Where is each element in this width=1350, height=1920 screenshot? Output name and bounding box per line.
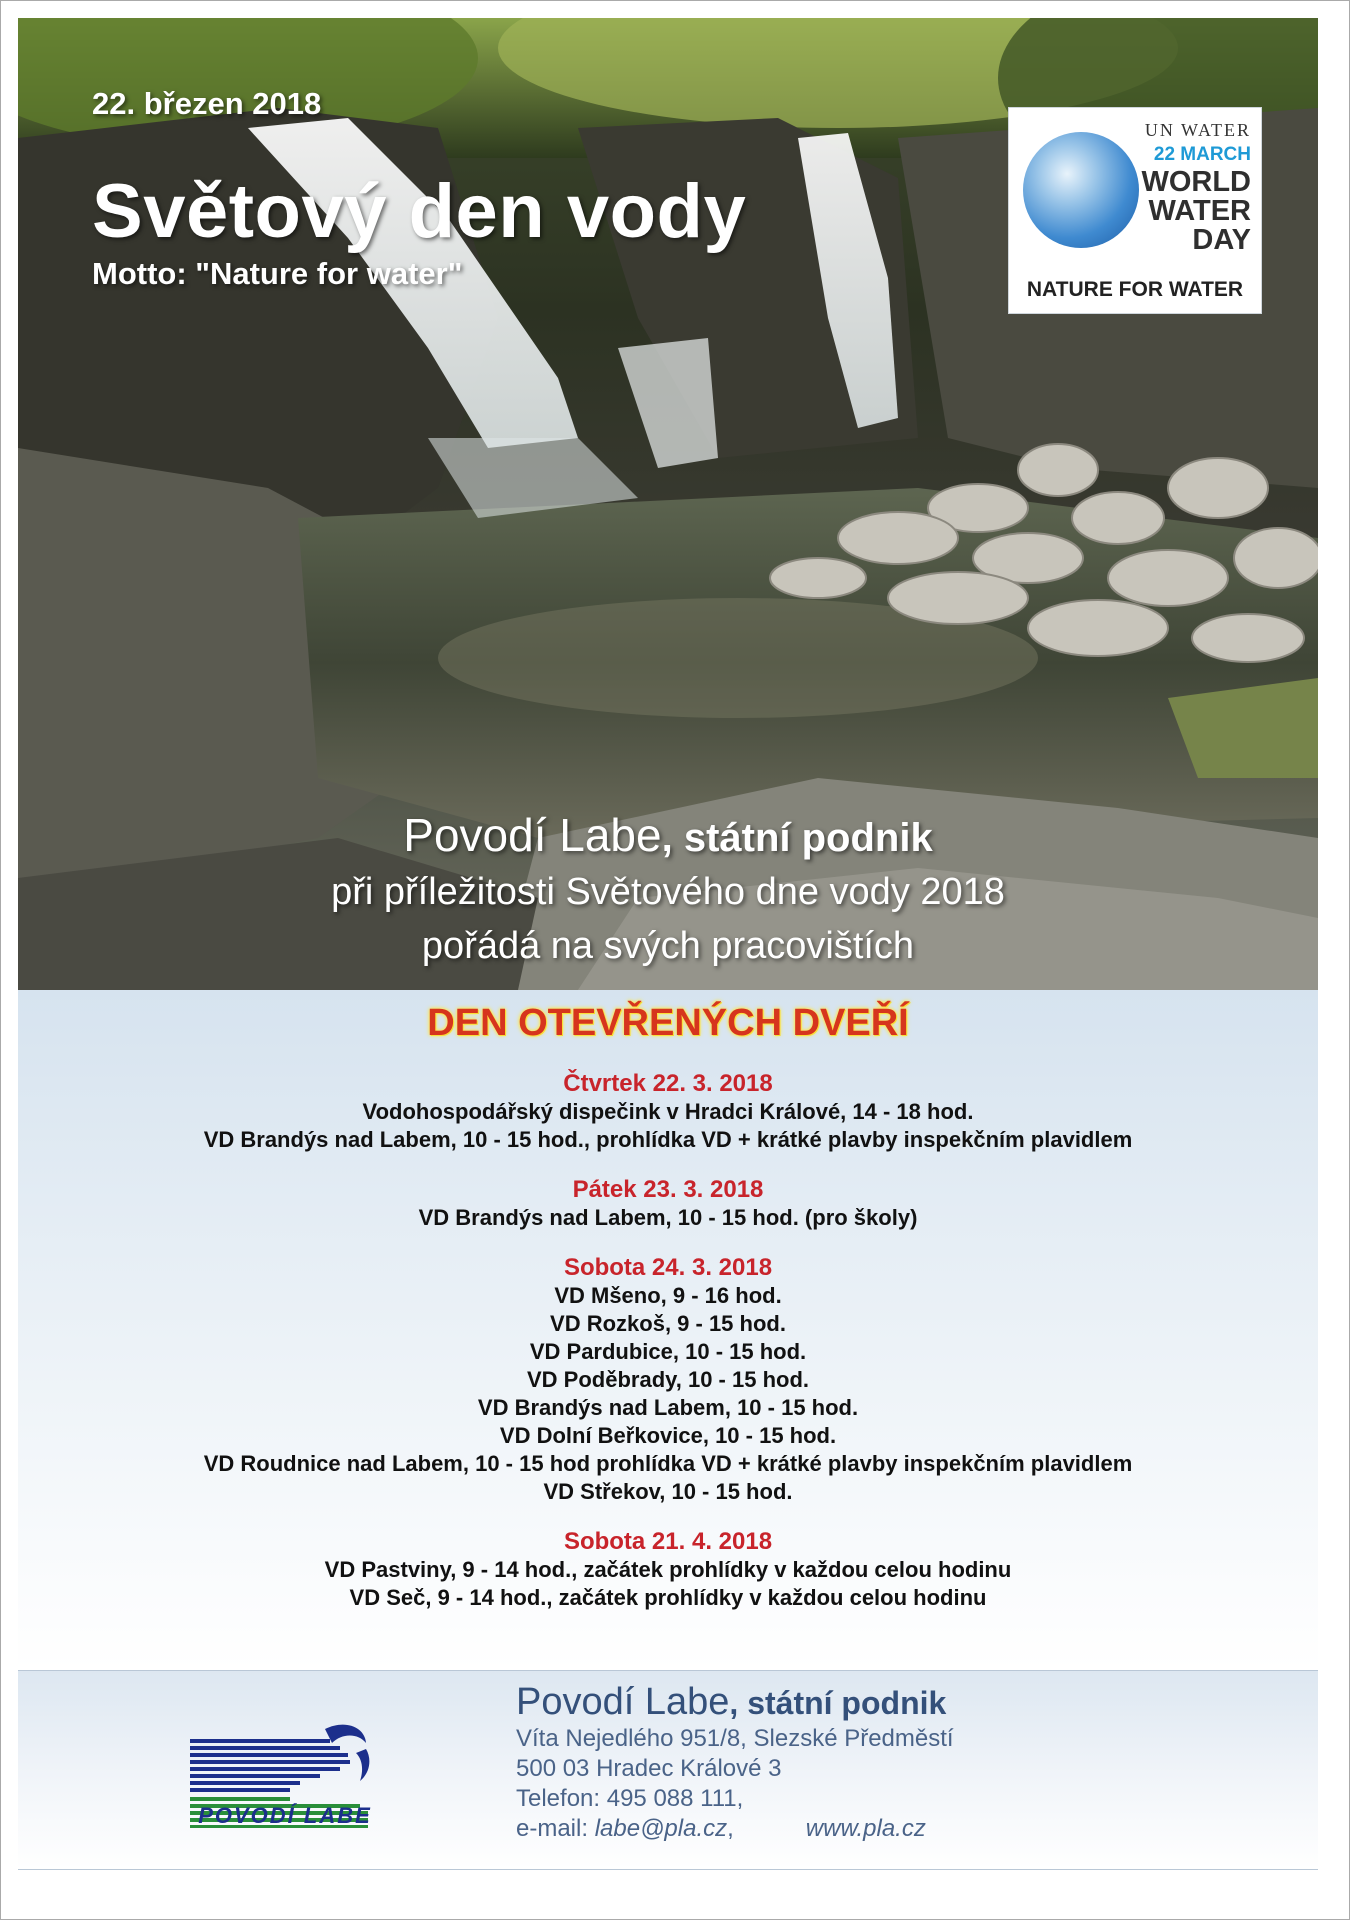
day-item: VD Brandýs nad Labem, 10 - 15 hod. (pro školy) bbox=[418, 1205, 918, 1230]
day-name: Sobota 21. 4. 2018 bbox=[563, 1528, 773, 1555]
day-item: VD Mšeno, 9 - 16 hod. bbox=[554, 1283, 782, 1308]
phone: Telefon: 495 088 111, bbox=[516, 1785, 744, 1812]
day-item: VD Střekov, 10 - 15 hod. bbox=[543, 1479, 793, 1504]
day-item: VD Seč, 9 - 14 hod., začátek prohlídky v každou celou hodinu bbox=[349, 1585, 987, 1610]
organizer-block bbox=[18, 808, 1318, 970]
program-day bbox=[18, 1176, 1318, 1232]
email-separator: , bbox=[727, 1815, 734, 1842]
program-section bbox=[18, 990, 1318, 1670]
day-name: Sobota 24. 3. 2018 bbox=[563, 1254, 773, 1281]
day-name: Pátek 23. 3. 2018 bbox=[572, 1176, 764, 1203]
motto: Motto: "Nature for water" bbox=[92, 256, 463, 291]
venue-line: pořádá na svých pracovištích bbox=[421, 925, 915, 967]
wwd-line: WATER bbox=[1148, 195, 1251, 227]
program-heading: DEN OTEVŘENÝCH DVEŘÍ bbox=[427, 1002, 909, 1044]
wwd-line: WORLD bbox=[1141, 166, 1251, 198]
address-line: Víta Nejedlého 951/8, Slezské Předměstí bbox=[516, 1725, 954, 1752]
event-date: 22. březen 2018 bbox=[92, 86, 322, 121]
contact-name: Povodí Labe bbox=[516, 1681, 730, 1723]
program-day bbox=[18, 1070, 1318, 1154]
organizer-name: Povodí Labe bbox=[403, 809, 662, 861]
contact-type: , státní podnik bbox=[729, 1685, 947, 1721]
wwd-date: 22 MARCH bbox=[1153, 144, 1251, 165]
organizer-line bbox=[18, 808, 1318, 862]
email-link[interactable]: labe@pla.cz bbox=[594, 1815, 728, 1842]
day-item: VD Brandýs nad Labem, 10 - 15 hod., prohlídka VD + krátké plavby inspekčním plavidlem bbox=[203, 1127, 1133, 1152]
footer bbox=[18, 1670, 1318, 1870]
contact-company bbox=[516, 1681, 954, 1724]
day-item: VD Dolní Beřkovice, 10 - 15 hod. bbox=[499, 1423, 837, 1448]
day-item: VD Pardubice, 10 - 15 hod. bbox=[529, 1339, 807, 1364]
program-day bbox=[18, 1254, 1318, 1506]
wwd-title bbox=[1141, 168, 1251, 255]
website-link[interactable]: www.pla.cz bbox=[805, 1815, 926, 1842]
povodi-labe-logo-icon bbox=[190, 1709, 390, 1859]
day-item: VD Poděbrady, 10 - 15 hod. bbox=[527, 1367, 809, 1392]
program-day bbox=[18, 1528, 1318, 1612]
page-title: Světový den vody bbox=[92, 169, 747, 254]
globe-icon bbox=[1023, 132, 1139, 248]
day-item: VD Roudnice nad Labem, 10 - 15 hod prohlídka VD + krátké plavby inspekčním plavidlem bbox=[203, 1451, 1133, 1476]
contact-block bbox=[516, 1681, 954, 1844]
wwd-line: DAY bbox=[1192, 224, 1251, 256]
address-line: 500 03 Hradec Králové 3 bbox=[516, 1755, 782, 1782]
day-item: VD Brandýs nad Labem, 10 - 15 hod. bbox=[477, 1395, 859, 1420]
day-item: VD Rozkoš, 9 - 15 hod. bbox=[550, 1311, 786, 1336]
email-label: e-mail: bbox=[516, 1815, 595, 1842]
logo-text: POVODÍ LABE bbox=[198, 1803, 372, 1828]
occasion-line: při příležitosti Světového dne vody 2018 bbox=[331, 871, 1005, 913]
day-name: Čtvrtek 22. 3. 2018 bbox=[563, 1070, 773, 1097]
un-water-label: UN WATER bbox=[1144, 120, 1251, 140]
hero-photo bbox=[18, 18, 1318, 990]
email-line bbox=[516, 1814, 954, 1844]
day-item: VD Pastviny, 9 - 14 hod., začátek prohlídky v každou celou hodinu bbox=[324, 1557, 1012, 1582]
wwd-tagline: NATURE FOR WATER bbox=[1026, 278, 1244, 301]
world-water-day-logo bbox=[1008, 107, 1262, 314]
day-item: Vodohospodářský dispečink v Hradci Králové, 14 - 18 hod. bbox=[362, 1099, 974, 1124]
organizer-type: , státní podnik bbox=[661, 816, 933, 860]
